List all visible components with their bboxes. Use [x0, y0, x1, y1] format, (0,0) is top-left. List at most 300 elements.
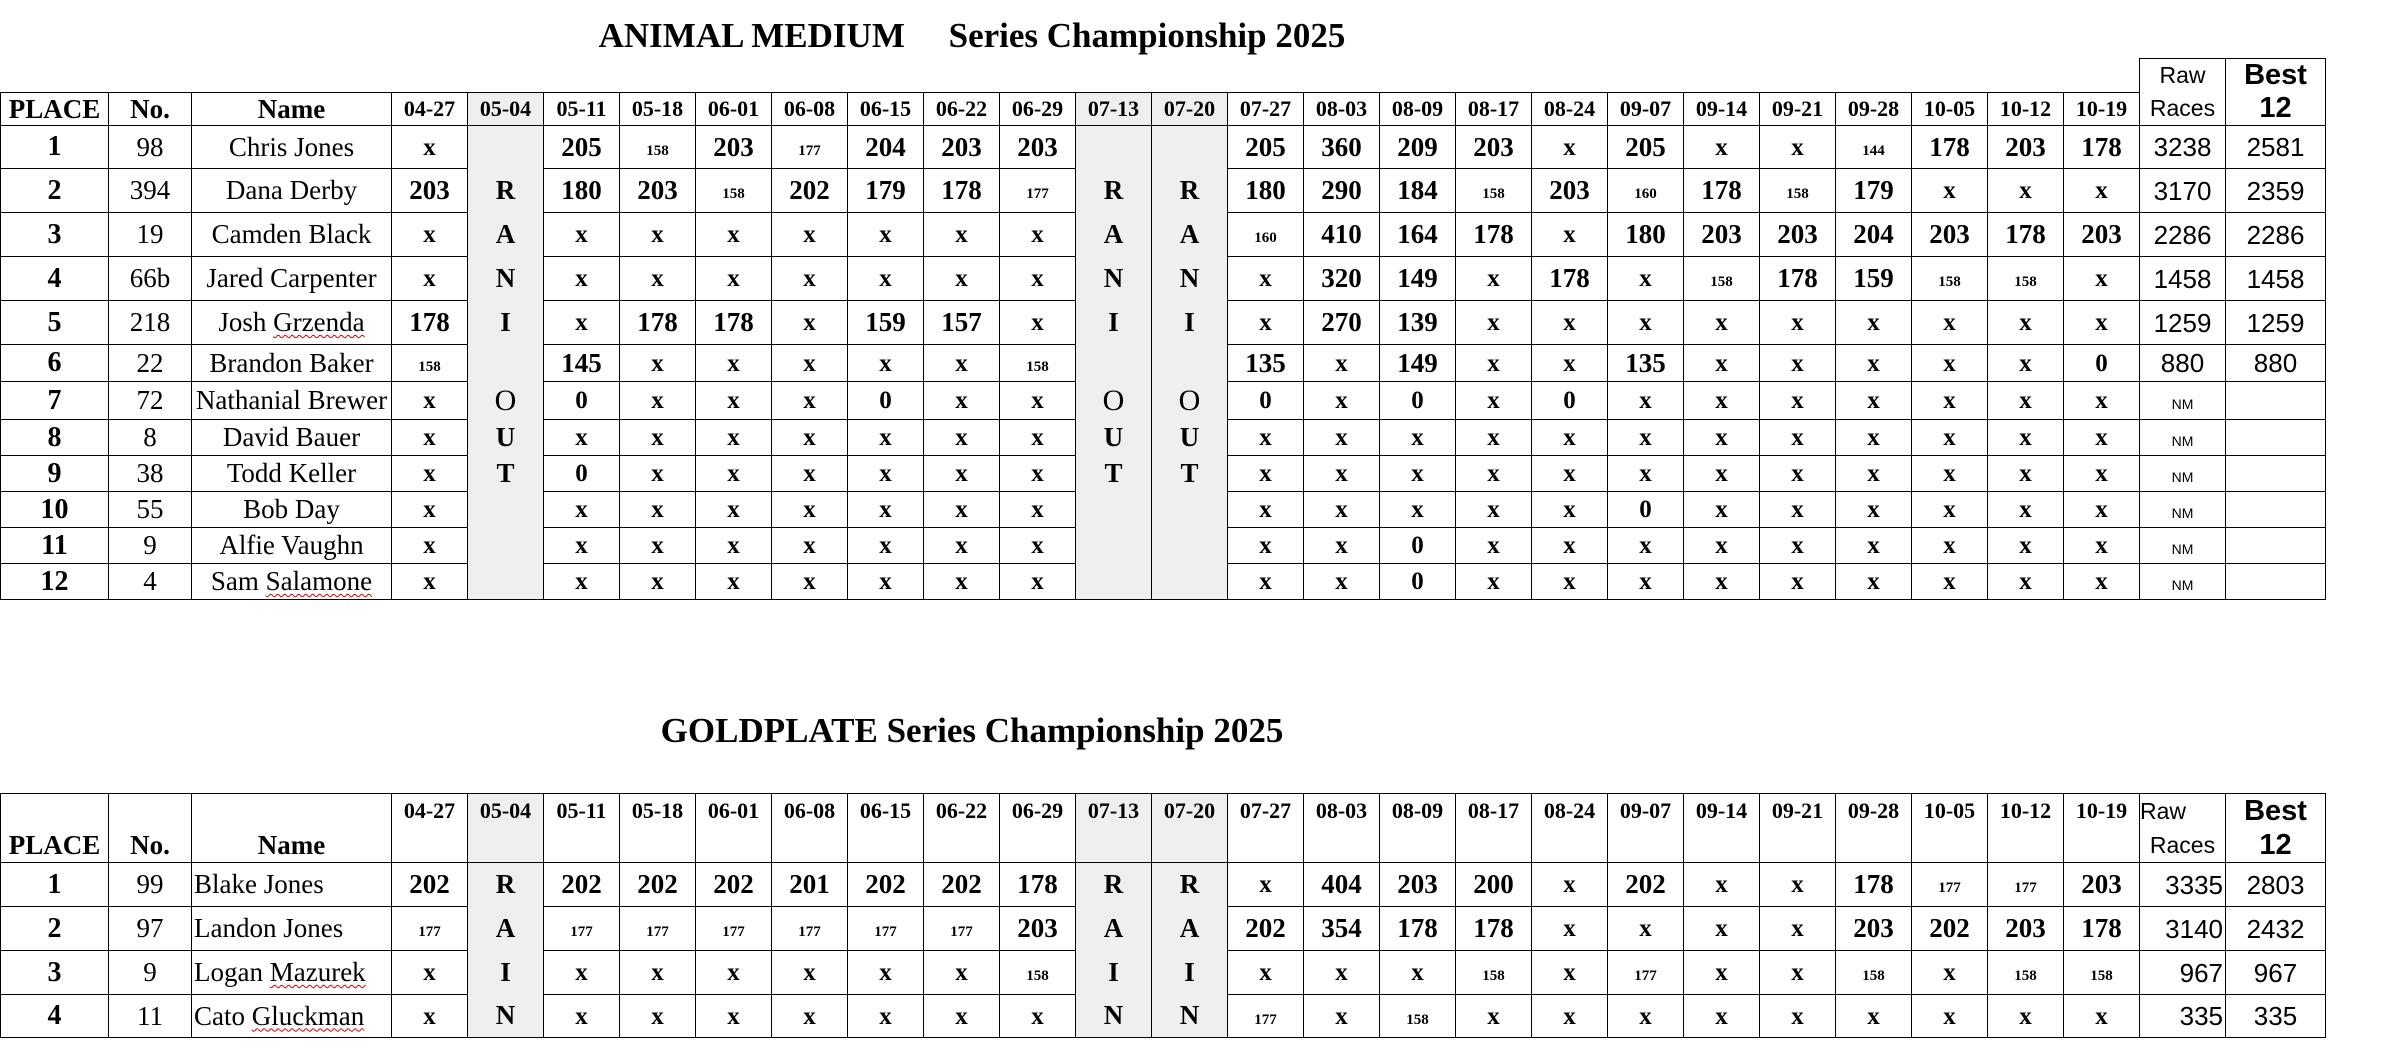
points-cell: N [468, 257, 544, 301]
car-number-cell: 38 [109, 456, 192, 492]
header-blank [620, 829, 696, 863]
driver-name-cell [192, 564, 392, 600]
car-number-cell: 8 [109, 420, 192, 456]
best-12-total: 2432 [2226, 907, 2326, 951]
date-header-09-14: 09-14 [1684, 93, 1760, 126]
date-header-06-01: 06-01 [696, 93, 772, 126]
car-number-cell: 19 [109, 213, 192, 257]
points-cell: 209 [1380, 126, 1456, 169]
points-cell: 158 [392, 345, 468, 382]
points-cell: 203 [1380, 863, 1456, 907]
points-cell: R [1076, 863, 1152, 907]
best-12-total: 967 [2226, 951, 2326, 995]
raw-races-header-bottom: Races [2140, 829, 2226, 863]
points-cell: x [1760, 345, 1836, 382]
table-row [1, 564, 2326, 600]
header-blank [1608, 829, 1684, 863]
points-cell: x [620, 345, 696, 382]
points-cell: O [1152, 382, 1228, 420]
points-cell: x [1228, 564, 1304, 600]
header-blank [1228, 829, 1304, 863]
points-cell: x [772, 492, 848, 528]
header-blank [1076, 829, 1152, 863]
best-12-header-top: Best [2226, 794, 2326, 829]
points-cell: 202 [392, 863, 468, 907]
best-12-total: 2581 [2226, 126, 2326, 169]
points-cell: 202 [1912, 907, 1988, 951]
raw-races-total: 3140 [2140, 907, 2226, 951]
best-12-total [2226, 492, 2326, 528]
points-cell: x [1760, 907, 1836, 951]
points-cell: 203 [2064, 863, 2140, 907]
car-number-cell: 218 [109, 301, 192, 345]
points-cell: x [1380, 420, 1456, 456]
points-cell: x [772, 564, 848, 600]
points-cell: 178 [696, 301, 772, 345]
table-row [1, 420, 2326, 456]
points-cell: x [1988, 492, 2064, 528]
points-cell: 203 [1000, 126, 1076, 169]
points-cell: 205 [1228, 126, 1304, 169]
raw-races-total: NM [2140, 456, 2226, 492]
points-cell: x [772, 213, 848, 257]
header-blank [848, 59, 924, 93]
points-cell: x [1456, 301, 1532, 345]
points-cell [1076, 345, 1152, 382]
date-header-10-12: 10-12 [1988, 794, 2064, 829]
date-header-06-22: 06-22 [924, 794, 1000, 829]
points-cell: x [1760, 382, 1836, 420]
date-header-09-07: 09-07 [1608, 93, 1684, 126]
car-number-cell: 9 [109, 528, 192, 564]
points-cell: 203 [620, 169, 696, 213]
points-cell: x [848, 257, 924, 301]
points-cell: x [1532, 528, 1608, 564]
points-cell: x [2064, 456, 2140, 492]
points-cell: x [1912, 420, 1988, 456]
points-cell: x [772, 995, 848, 1038]
points-cell: x [696, 492, 772, 528]
points-cell: x [1304, 995, 1380, 1038]
date-header-04-27: 04-27 [392, 93, 468, 126]
place-cell: 4 [1, 257, 109, 301]
header-blank [1, 794, 109, 829]
date-header-08-09: 08-09 [1380, 93, 1456, 126]
table-row [1, 456, 2326, 492]
points-cell: x [924, 420, 1000, 456]
points-cell: x [1000, 213, 1076, 257]
best-12-total [2226, 420, 2326, 456]
points-cell: x [1684, 456, 1760, 492]
points-cell: x [772, 420, 848, 456]
header-blank [620, 59, 696, 93]
best-12-header-top: Best [2226, 59, 2326, 93]
points-cell: 178 [1836, 863, 1912, 907]
date-header-09-07: 09-07 [1608, 794, 1684, 829]
points-cell: x [1532, 213, 1608, 257]
points-cell: 159 [1836, 257, 1912, 301]
points-cell: 178 [2064, 126, 2140, 169]
points-cell: x [1380, 492, 1456, 528]
date-header-05-18: 05-18 [620, 93, 696, 126]
points-cell: x [1608, 907, 1684, 951]
date-header-09-28: 09-28 [1836, 794, 1912, 829]
points-cell: 178 [1912, 126, 1988, 169]
points-cell [1152, 564, 1228, 600]
points-cell: x [544, 492, 620, 528]
raw-races-total: 3335 [2140, 863, 2226, 907]
points-cell: 177 [924, 907, 1000, 951]
points-cell: R [1076, 169, 1152, 213]
points-cell: 177 [392, 907, 468, 951]
date-header-08-09: 08-09 [1380, 794, 1456, 829]
points-cell: 200 [1456, 863, 1532, 907]
points-cell: x [1532, 951, 1608, 995]
points-cell: x [1304, 492, 1380, 528]
header-blank [109, 794, 192, 829]
driver-name-cell: Bob Day [192, 492, 392, 528]
points-cell: T [468, 456, 544, 492]
points-cell: 205 [544, 126, 620, 169]
animal-medium-standings-table [0, 58, 2326, 600]
points-cell: x [392, 492, 468, 528]
points-cell: 202 [924, 863, 1000, 907]
points-cell: x [696, 528, 772, 564]
points-cell: A [1152, 213, 1228, 257]
raw-races-header-top: Raw [2140, 59, 2226, 93]
date-header-08-03: 08-03 [1304, 93, 1380, 126]
points-cell: 177 [1000, 169, 1076, 213]
points-cell: x [2064, 169, 2140, 213]
best-12-total: 1259 [2226, 301, 2326, 345]
points-cell [1152, 126, 1228, 169]
points-cell: x [1608, 456, 1684, 492]
points-cell: x [1988, 528, 2064, 564]
points-cell: x [1000, 564, 1076, 600]
points-cell: x [696, 382, 772, 420]
points-cell: x [1760, 564, 1836, 600]
points-cell: x [924, 564, 1000, 600]
date-header-09-28: 09-28 [1836, 93, 1912, 126]
points-cell: A [1076, 213, 1152, 257]
date-header-10-19: 10-19 [2064, 794, 2140, 829]
points-cell: 158 [1456, 951, 1532, 995]
points-cell: x [1380, 456, 1456, 492]
points-cell: 201 [772, 863, 848, 907]
points-cell: 158 [1684, 257, 1760, 301]
header-blank [1304, 59, 1380, 93]
points-cell: x [1608, 528, 1684, 564]
points-cell: 178 [1380, 907, 1456, 951]
points-cell: x [1000, 995, 1076, 1038]
points-cell: 360 [1304, 126, 1380, 169]
points-cell: x [620, 528, 696, 564]
points-cell: N [1152, 257, 1228, 301]
date-header-08-24: 08-24 [1532, 794, 1608, 829]
points-cell: x [1836, 564, 1912, 600]
date-header-05-11: 05-11 [544, 794, 620, 829]
driver-name: Cato Gluckman [194, 1000, 365, 1031]
points-cell: 0 [544, 382, 620, 420]
points-cell: x [1456, 420, 1532, 456]
points-cell: T [1152, 456, 1228, 492]
points-cell: 178 [1532, 257, 1608, 301]
points-cell: 177 [848, 907, 924, 951]
points-cell: x [1912, 492, 1988, 528]
number-header: No. [109, 829, 192, 863]
points-cell: R [468, 169, 544, 213]
points-cell: x [2064, 420, 2140, 456]
points-cell: x [848, 995, 924, 1038]
date-header-07-20: 07-20 [1152, 93, 1228, 126]
points-cell: x [1532, 345, 1608, 382]
points-cell: 202 [696, 863, 772, 907]
points-cell: x [392, 995, 468, 1038]
points-cell: x [1836, 528, 1912, 564]
points-cell: x [1760, 126, 1836, 169]
points-cell: x [1304, 456, 1380, 492]
points-cell [468, 528, 544, 564]
points-cell: 202 [620, 863, 696, 907]
points-cell: 354 [1304, 907, 1380, 951]
points-cell: x [1760, 301, 1836, 345]
points-cell: x [1760, 456, 1836, 492]
car-number-cell: 55 [109, 492, 192, 528]
car-number-cell: 98 [109, 126, 192, 169]
points-cell: A [468, 907, 544, 951]
points-cell: x [1684, 126, 1760, 169]
points-cell: 0 [848, 382, 924, 420]
points-cell: 158 [2064, 951, 2140, 995]
points-cell: x [1532, 126, 1608, 169]
best-12-total [2226, 564, 2326, 600]
points-cell: x [620, 995, 696, 1038]
raw-races-total: 335 [2140, 995, 2226, 1038]
points-cell [468, 126, 544, 169]
place-cell: 2 [1, 907, 109, 951]
points-cell: 178 [1000, 863, 1076, 907]
points-cell: 177 [1228, 995, 1304, 1038]
points-cell: x [1608, 382, 1684, 420]
points-cell: x [1304, 420, 1380, 456]
points-cell: x [392, 528, 468, 564]
date-header-07-13: 07-13 [1076, 93, 1152, 126]
points-cell: x [1684, 301, 1760, 345]
date-header-06-15: 06-15 [848, 93, 924, 126]
points-cell: 158 [1456, 169, 1532, 213]
driver-name-cell [192, 301, 392, 345]
header-blank [1684, 59, 1760, 93]
header-blank [468, 59, 544, 93]
header-blank [924, 829, 1000, 863]
driver-name-cell: Nathanial Brewer [192, 382, 392, 420]
header-blank [1, 59, 109, 93]
raw-races-total: NM [2140, 420, 2226, 456]
table-row [1, 863, 2326, 907]
points-cell: 203 [1988, 907, 2064, 951]
date-header-06-29: 06-29 [1000, 794, 1076, 829]
points-cell: 203 [1684, 213, 1760, 257]
points-cell: 0 [544, 456, 620, 492]
points-cell: x [1532, 301, 1608, 345]
points-cell: x [392, 126, 468, 169]
points-cell: x [620, 492, 696, 528]
place-cell: 5 [1, 301, 109, 345]
raw-races-total: 3238 [2140, 126, 2226, 169]
points-cell [1076, 126, 1152, 169]
header-blank [1228, 59, 1304, 93]
points-cell: x [848, 564, 924, 600]
points-cell: O [1076, 382, 1152, 420]
header-blank [1532, 829, 1608, 863]
points-cell: x [848, 420, 924, 456]
points-cell: 410 [1304, 213, 1380, 257]
points-cell: 135 [1228, 345, 1304, 382]
points-cell: 177 [620, 907, 696, 951]
driver-name-cell: Dana Derby [192, 169, 392, 213]
points-cell: 203 [392, 169, 468, 213]
header-blank [1988, 59, 2064, 93]
header-blank [1608, 59, 1684, 93]
points-cell: x [544, 301, 620, 345]
points-cell: x [1532, 492, 1608, 528]
points-cell: 164 [1380, 213, 1456, 257]
points-cell: x [1608, 564, 1684, 600]
points-cell: A [468, 213, 544, 257]
place-cell: 7 [1, 382, 109, 420]
points-cell: 270 [1304, 301, 1380, 345]
points-cell: x [1988, 345, 2064, 382]
header-blank [392, 829, 468, 863]
points-cell: 202 [1608, 863, 1684, 907]
points-cell: x [772, 301, 848, 345]
date-header-08-17: 08-17 [1456, 794, 1532, 829]
points-cell [468, 345, 544, 382]
raw-races-total: 3170 [2140, 169, 2226, 213]
points-cell: x [2064, 382, 2140, 420]
table-row [1, 907, 2326, 951]
header-blank [1380, 829, 1456, 863]
points-cell: 203 [1988, 126, 2064, 169]
points-cell: x [848, 951, 924, 995]
points-cell: x [772, 456, 848, 492]
header-blank [848, 829, 924, 863]
points-cell: 159 [848, 301, 924, 345]
points-cell: 203 [1456, 126, 1532, 169]
goldplate-standings-table [0, 793, 2326, 1038]
points-cell: x [392, 564, 468, 600]
points-cell: x [2064, 301, 2140, 345]
points-cell: x [1836, 995, 1912, 1038]
points-cell: x [2064, 492, 2140, 528]
date-header-07-27: 07-27 [1228, 93, 1304, 126]
header-blank [2064, 59, 2140, 93]
driver-name-cell: Chris Jones [192, 126, 392, 169]
points-cell: x [1000, 420, 1076, 456]
points-cell: 320 [1304, 257, 1380, 301]
points-cell: 178 [1456, 907, 1532, 951]
points-cell: x [1988, 169, 2064, 213]
points-cell: x [1380, 951, 1456, 995]
car-number-cell: 99 [109, 863, 192, 907]
best-12-total [2226, 528, 2326, 564]
table-row [1, 995, 2326, 1038]
points-cell: 177 [772, 126, 848, 169]
place-cell: 2 [1, 169, 109, 213]
car-number-cell: 394 [109, 169, 192, 213]
points-cell: x [696, 995, 772, 1038]
points-cell: x [620, 257, 696, 301]
date-header-05-04: 05-04 [468, 794, 544, 829]
points-cell: x [392, 382, 468, 420]
driver-name: Logan Mazurek [194, 957, 366, 987]
points-cell: 0 [1380, 564, 1456, 600]
points-cell: x [1684, 951, 1760, 995]
points-cell: x [544, 951, 620, 995]
points-cell: x [1836, 301, 1912, 345]
driver-name-cell: Blake Jones [192, 863, 392, 907]
points-cell: x [2064, 257, 2140, 301]
points-cell: x [924, 257, 1000, 301]
raw-races-total: 967 [2140, 951, 2226, 995]
points-cell: 158 [1836, 951, 1912, 995]
header-blank [1532, 59, 1608, 93]
place-cell: 12 [1, 564, 109, 600]
place-cell: 8 [1, 420, 109, 456]
raw-races-total: 2286 [2140, 213, 2226, 257]
driver-name-cell: Brandon Baker [192, 345, 392, 382]
points-cell: x [392, 951, 468, 995]
points-cell: x [1304, 951, 1380, 995]
points-cell: 203 [696, 126, 772, 169]
points-cell: 0 [1380, 382, 1456, 420]
car-number-cell: 4 [109, 564, 192, 600]
points-cell: x [1684, 564, 1760, 600]
points-cell: N [1076, 257, 1152, 301]
header-blank [1076, 59, 1152, 93]
driver-name: Sam Salamone [210, 566, 373, 596]
points-cell: x [1836, 345, 1912, 382]
points-cell: x [1532, 907, 1608, 951]
header-blank [1760, 829, 1836, 863]
points-cell: N [1152, 995, 1228, 1038]
points-cell: x [1608, 301, 1684, 345]
points-cell: 178 [924, 169, 1000, 213]
points-cell [1076, 564, 1152, 600]
points-cell: x [1988, 456, 2064, 492]
points-cell: x [1000, 456, 1076, 492]
points-cell [1076, 492, 1152, 528]
points-cell: x [696, 213, 772, 257]
points-cell: x [544, 564, 620, 600]
points-cell: 203 [1532, 169, 1608, 213]
points-cell: x [1836, 420, 1912, 456]
best-12-total [2226, 382, 2326, 420]
header-blank [2064, 829, 2140, 863]
points-cell: 178 [1684, 169, 1760, 213]
best-12-total [2226, 456, 2326, 492]
date-header-07-13: 07-13 [1076, 794, 1152, 829]
raw-races-total: NM [2140, 528, 2226, 564]
points-cell: x [1684, 492, 1760, 528]
points-cell: 178 [1456, 213, 1532, 257]
points-cell: x [620, 951, 696, 995]
place-cell: 11 [1, 528, 109, 564]
date-header-06-22: 06-22 [924, 93, 1000, 126]
driver-name-cell: Landon Jones [192, 907, 392, 951]
best-12-total: 2359 [2226, 169, 2326, 213]
points-cell: U [1076, 420, 1152, 456]
